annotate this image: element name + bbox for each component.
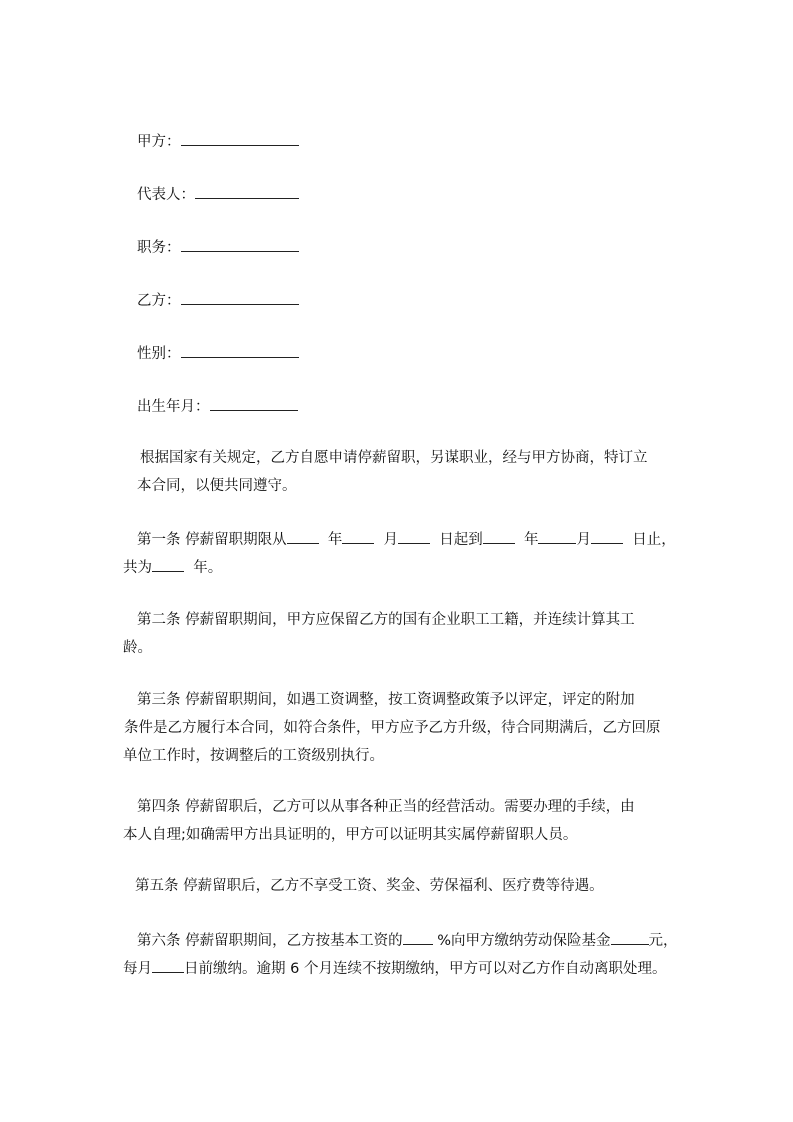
article-1-text-f: 月 xyxy=(576,532,591,548)
article-4-paragraph xyxy=(123,793,717,849)
article-4-line-2: 本人自理;如确需甲方出具证明的，甲方可以证明其实属停薪留职人员。 xyxy=(123,827,578,843)
end-month-blank xyxy=(538,529,576,544)
article-1-text-b: 年 xyxy=(327,532,343,548)
representative-field xyxy=(137,184,299,205)
article-3-line-2: 条件是乙方履行本合同，如符合条件，甲方应予乙方升级，待合同期满后，乙方回原 xyxy=(124,720,661,736)
position-field xyxy=(137,237,299,258)
article-2-line-2: 龄。 xyxy=(123,640,152,656)
article-1-text-c: 月 xyxy=(383,532,399,548)
article-1-line-2 xyxy=(123,554,717,582)
representative-blank xyxy=(195,184,299,199)
article-1-text-e: 年 xyxy=(523,532,539,548)
preamble-line-2: 本合同，以便共同遵守。 xyxy=(137,478,297,494)
article-1-line-1 xyxy=(137,526,717,554)
duration-years-blank xyxy=(152,557,184,572)
birth-date-field xyxy=(137,396,298,417)
article-3-paragraph xyxy=(123,686,717,770)
gender-blank xyxy=(181,343,299,358)
preamble-paragraph xyxy=(137,444,717,500)
article-5-paragraph xyxy=(137,872,717,900)
article-2-line-1: 第二条 停薪留职期间，甲方应保留乙方的国有企业职工工籍，并连续计算其工 xyxy=(137,612,635,628)
birth-date-label: 出生年月： xyxy=(137,399,210,415)
article-1-text-a: 第一条 停薪留职期限从 xyxy=(137,532,287,548)
article-4-line-1: 第四条 停薪留职后，乙方可以从事各种正当的经营活动。需要办理的手续，由 xyxy=(137,799,635,815)
position-blank xyxy=(181,237,299,252)
fund-amount-blank xyxy=(611,930,649,945)
birth-date-blank xyxy=(210,396,298,411)
start-day-blank xyxy=(398,529,430,544)
article-6-text-e: 日前缴纳。逾期 6 个月连续不按期缴纳，甲方可以对乙方作自动离职处理。 xyxy=(184,961,667,977)
percentage-blank xyxy=(403,930,433,945)
article-3-line-3: 单位工作时，按调整后的工资级别执行。 xyxy=(123,748,384,764)
article-1-paragraph xyxy=(123,526,717,582)
article-6-text-d: 每月 xyxy=(123,961,152,977)
article-6-line-1 xyxy=(137,927,717,955)
party-b-field xyxy=(137,290,299,311)
article-6-line-2 xyxy=(123,955,717,983)
position-label: 职务： xyxy=(137,240,181,256)
article-2-paragraph xyxy=(123,606,717,662)
article-5-line-1: 第五条 停薪留职后，乙方不享受工资、奖金、劳保福利、医疗费等待遇。 xyxy=(135,878,604,894)
representative-label: 代表人： xyxy=(137,187,195,203)
start-year-blank xyxy=(287,529,319,544)
article-1-text-g: 日止， xyxy=(632,532,676,548)
article-6-paragraph xyxy=(123,927,717,983)
party-b-blank xyxy=(181,290,299,305)
party-b-label: 乙方： xyxy=(137,293,181,309)
gender-label: 性别： xyxy=(137,346,181,362)
gender-field xyxy=(137,343,299,364)
article-3-line-1: 第三条 停薪留职期间，如遇工资调整，按工资调整政策予以评定，评定的附加 xyxy=(137,692,635,708)
article-1-text-i: 年。 xyxy=(193,560,223,576)
payment-day-blank xyxy=(152,958,184,973)
party-a-blank xyxy=(181,131,299,146)
party-a-field xyxy=(137,131,299,152)
preamble-line-1: 根据国家有关规定，乙方自愿申请停薪留职，另谋职业，经与甲方协商，特订立 xyxy=(140,450,648,466)
start-month-blank xyxy=(342,529,374,544)
article-1-text-d: 日起到 xyxy=(439,532,483,548)
article-6-text-a: 第六条 停薪留职期间，乙方按基本工资的 xyxy=(137,933,403,949)
party-a-label: 甲方： xyxy=(137,134,181,150)
article-1-text-h: 共为 xyxy=(123,560,152,576)
article-6-text-b: %向甲方缴纳劳动保险基金 xyxy=(437,933,611,949)
end-day-blank xyxy=(591,529,623,544)
end-year-blank xyxy=(483,529,515,544)
article-6-text-c: 元， xyxy=(648,933,678,949)
